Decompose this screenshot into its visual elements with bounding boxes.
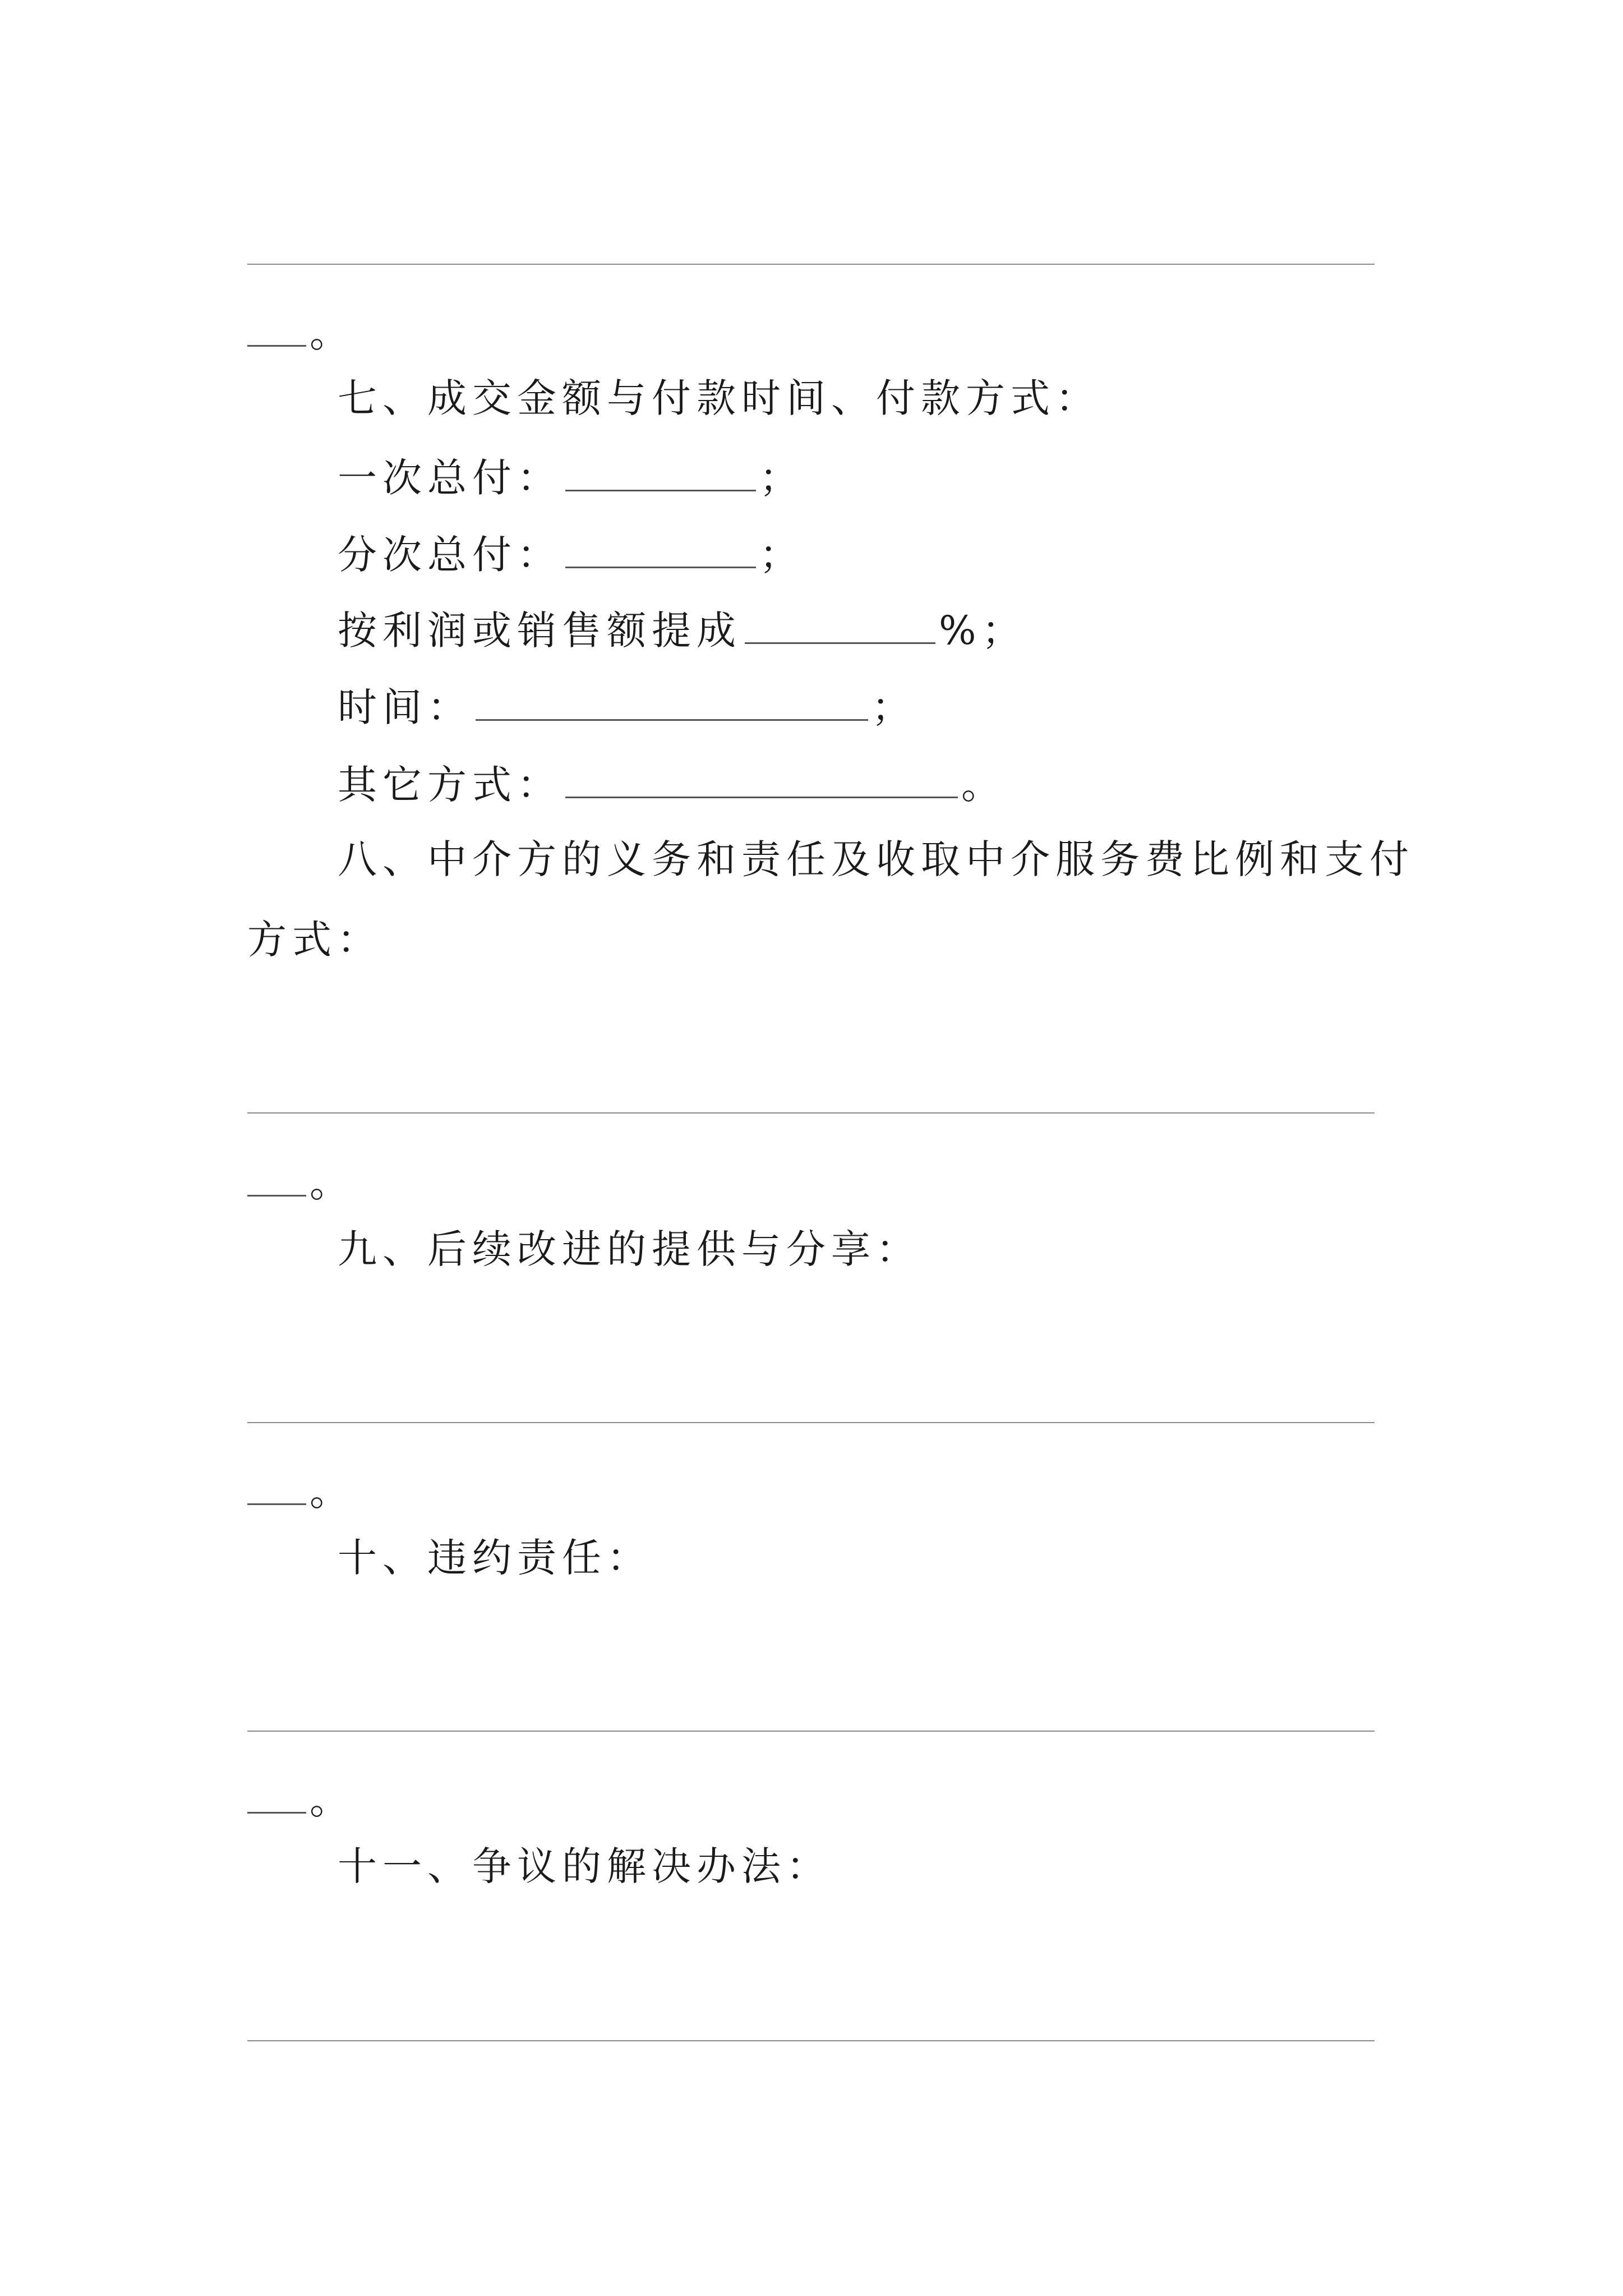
lump-sum-blank [565, 456, 756, 491]
time-line: 时间： ； [338, 684, 916, 730]
line-end: 。 [247, 1778, 354, 1820]
section-10-title: 十、违约责任： [338, 1535, 652, 1581]
lump-sum-line: 一次总付： ； [338, 455, 804, 501]
blank [247, 1161, 306, 1197]
fill-line [247, 2040, 1375, 2041]
line-end: 。 [247, 1470, 354, 1511]
commission-blank [745, 609, 935, 644]
fill-line [247, 1422, 1375, 1423]
installment-blank [565, 533, 756, 568]
section-8-title-cont: 方式： [247, 917, 382, 963]
time-blank [476, 685, 868, 721]
section-9-title: 九、后续改进的提供与分享： [338, 1226, 921, 1272]
fill-line [247, 1112, 1375, 1114]
other-method-blank [565, 763, 958, 798]
line-end: 。 [247, 311, 354, 353]
blank [247, 1778, 306, 1814]
blank [247, 311, 306, 347]
section-8-title: 八、中介方的义务和责任及收取中介服务费比例和支付 [338, 836, 1414, 882]
other-method-line: 其它方式： 。 [338, 762, 1006, 808]
section-11-title: 十一、争议的解决办法： [338, 1843, 831, 1889]
blank [247, 1470, 306, 1505]
fill-line [247, 264, 1375, 265]
line-end: 。 [247, 1161, 354, 1203]
fill-line [247, 1731, 1375, 1732]
commission-line: 按利润或销售额提成 %； [338, 608, 1027, 654]
section-7-title: 七、成交金额与付款时间、付款方式： [338, 375, 1100, 421]
installment-line: 分次总付： ； [338, 532, 804, 578]
